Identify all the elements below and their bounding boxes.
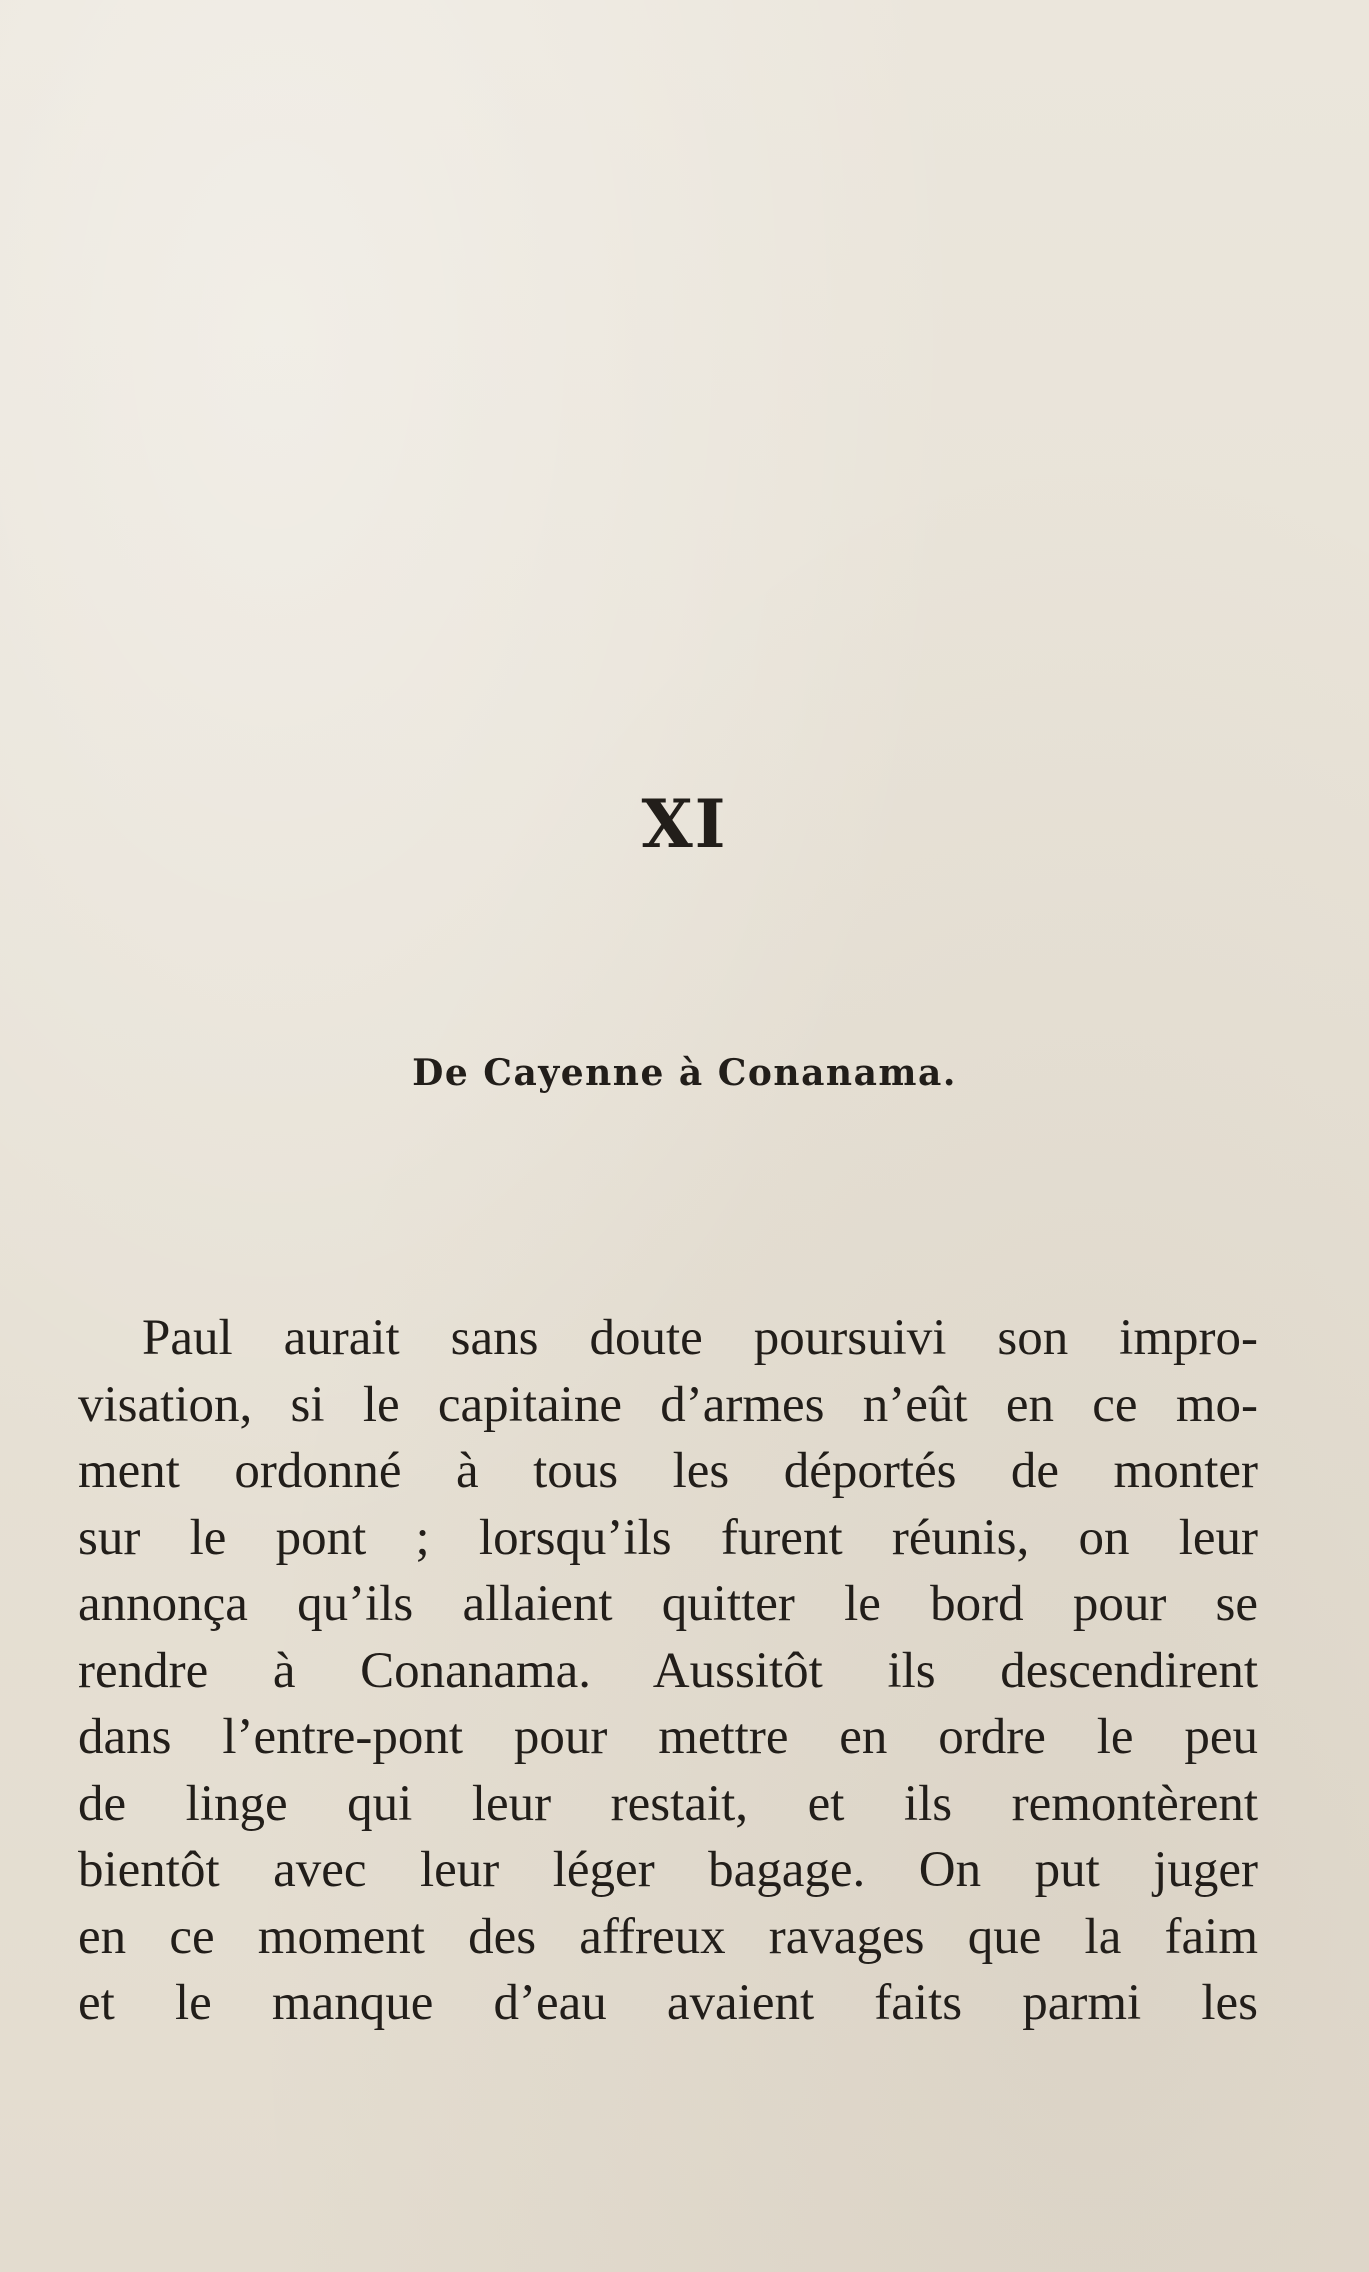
text-line: sur le pont ; lorsqu’ils furent réunis, on leur (78, 1509, 1258, 1566)
text-line: rendre à Conanama. Aussitôt ils descendirent (78, 1642, 1258, 1699)
text-line: et le manque d’eau avaient faits parmi les (78, 1975, 1258, 2031)
body-paragraph (78, 1305, 1258, 2037)
chapter-title: De Cayenne à Conanama. (412, 1052, 957, 1094)
text-line: ment ordonné à tous les déportés de monter (78, 1443, 1258, 1499)
text-line: de linge qui leur restait, et ils remontèrent (78, 1775, 1258, 1832)
text-line: en ce moment des affreux ravages que la faim (78, 1908, 1258, 1965)
text-line: bientôt avec leur léger bagage. On put juger (78, 1842, 1258, 1898)
text-line: annonça qu’ils allaient quitter le bord pour se (78, 1576, 1258, 1632)
text-line: dans l’entre-pont pour mettre en ordre le peu (78, 1709, 1258, 1765)
text-line: visation, si le capitaine d’armes n’eût en ce mo- (78, 1376, 1258, 1433)
chapter-number: XI (641, 785, 728, 863)
text-line: Paul aurait sans doute poursuivi son impro- (142, 1310, 1258, 1366)
